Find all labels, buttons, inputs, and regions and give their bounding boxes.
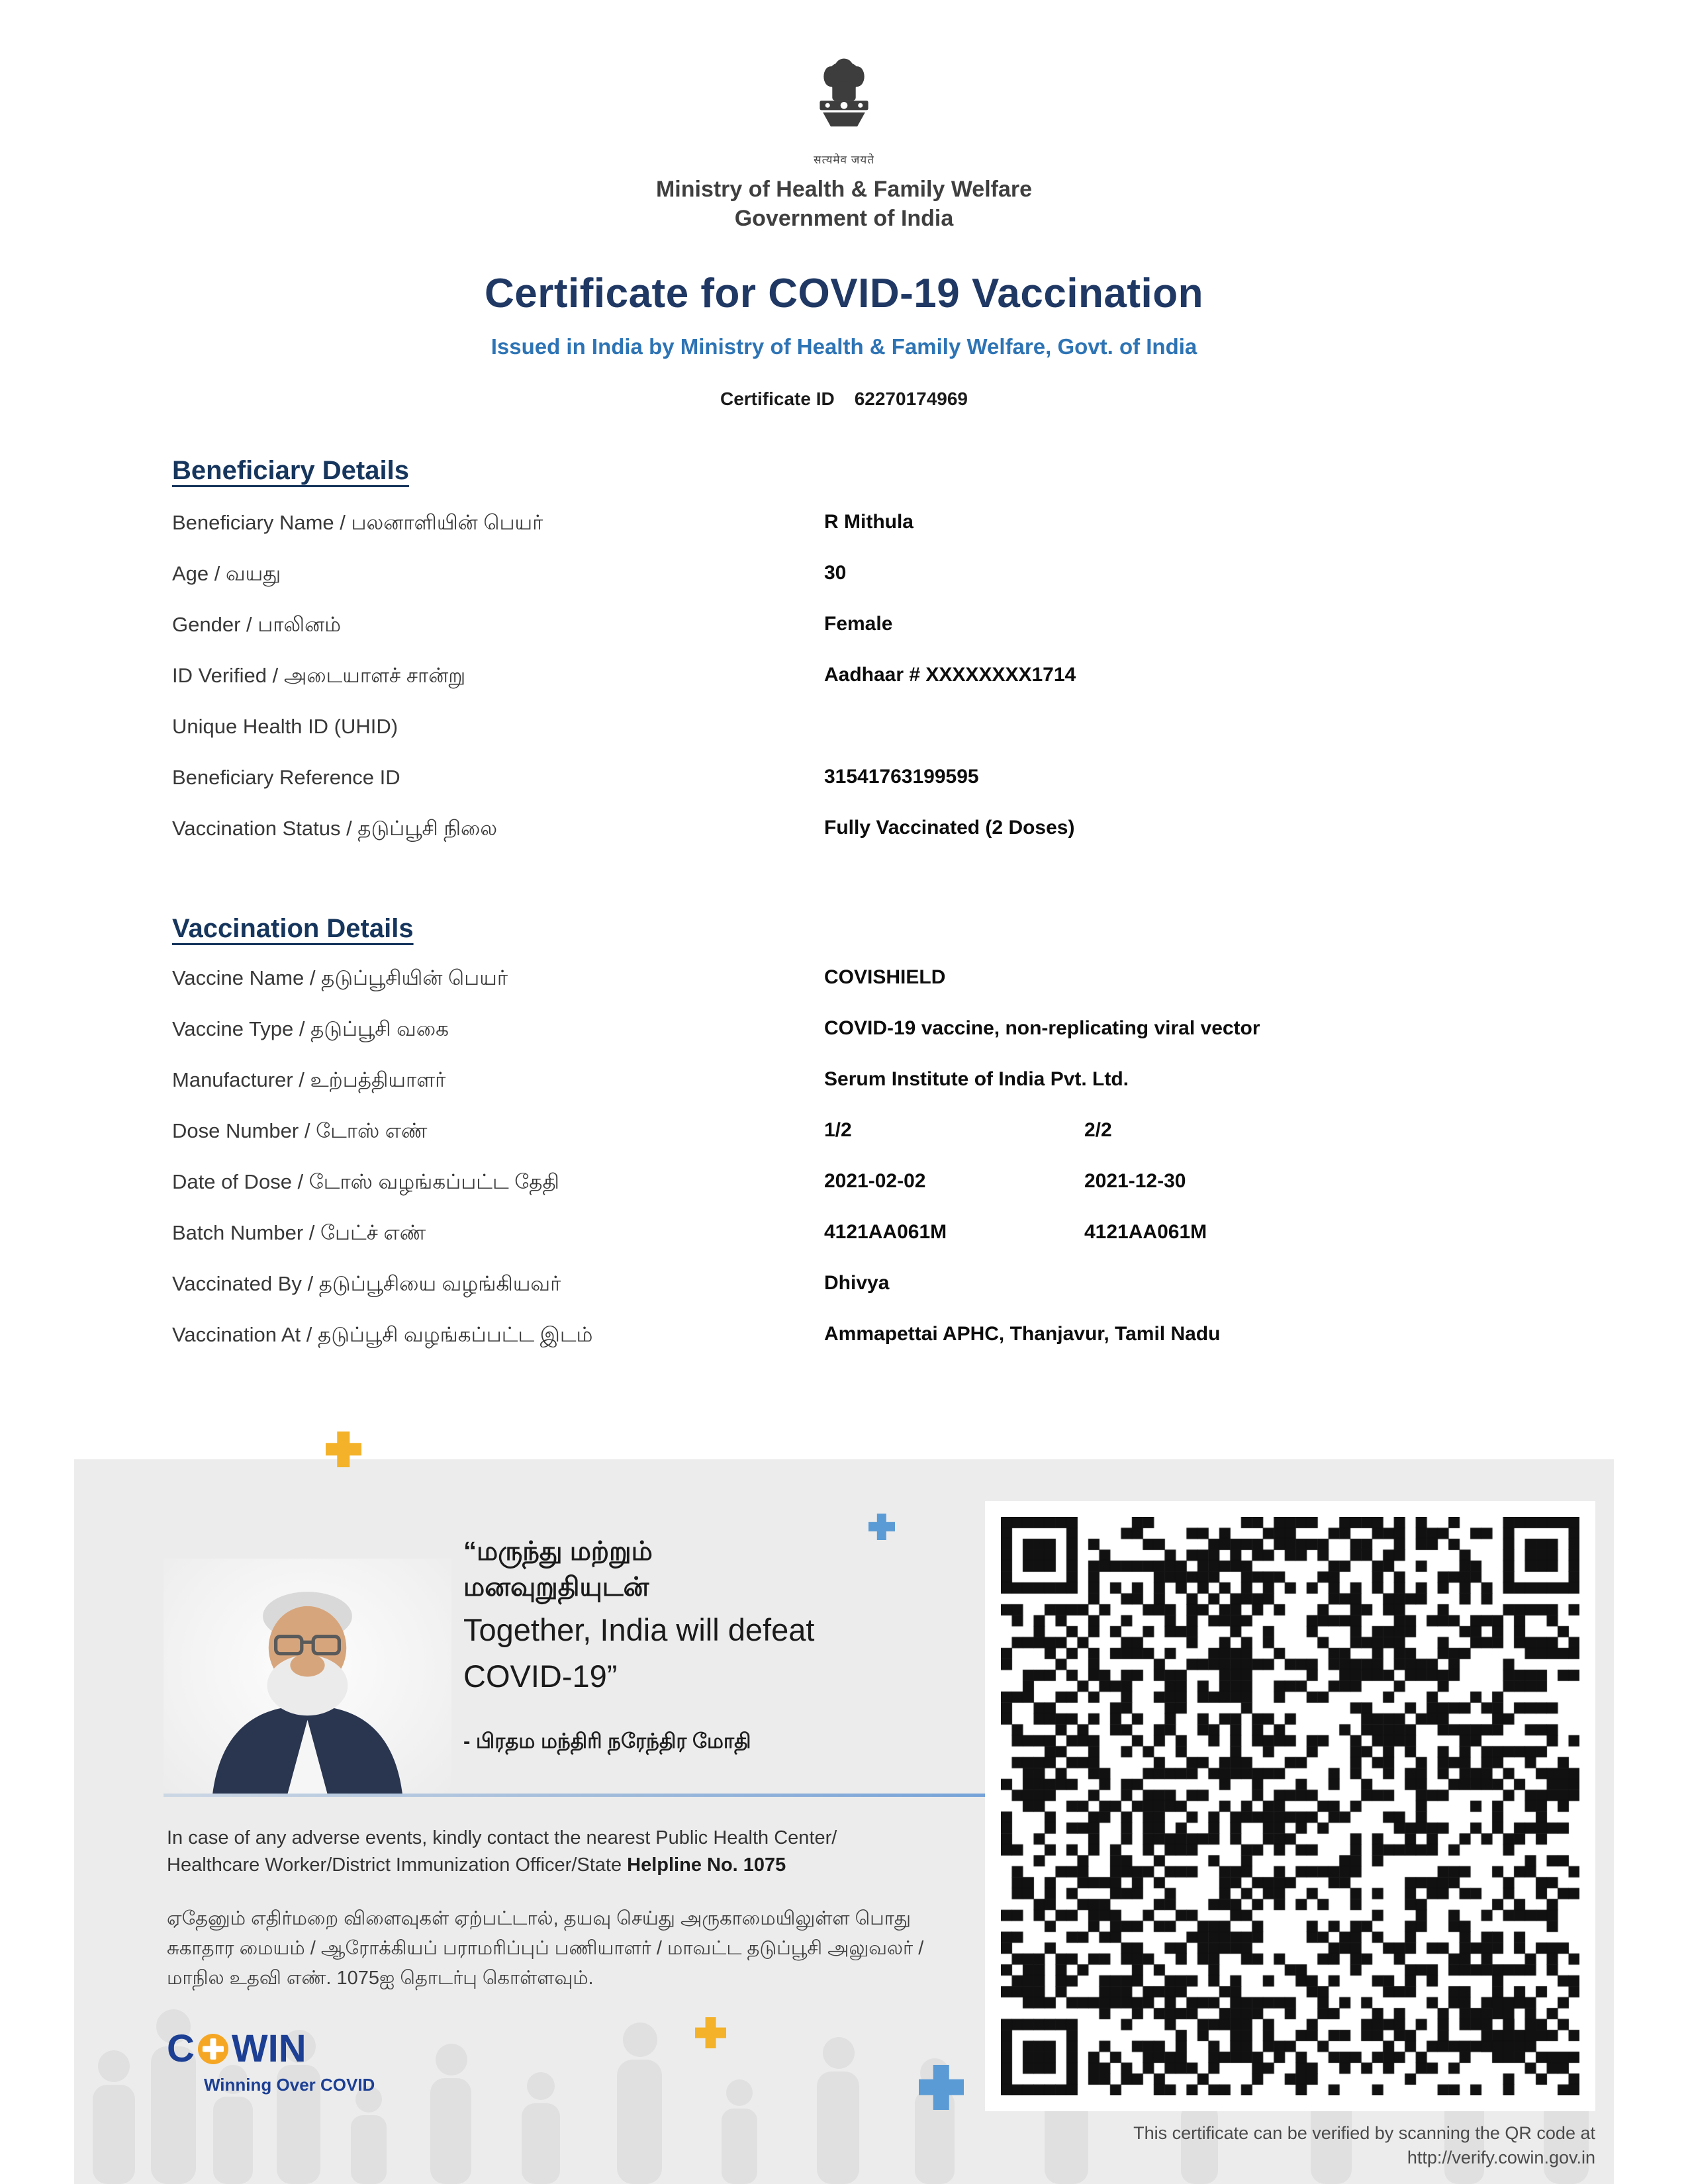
qr-caption — [985, 2121, 1595, 2170]
row-vaccine-type — [0, 1017, 1688, 1068]
field-label: Vaccine Name / தடுப்பூசியின் பெயர் — [172, 966, 508, 989]
quote-english-line-2: COVID-19” — [463, 1659, 618, 1694]
field-label: Age / வயது — [172, 562, 281, 585]
dose2-date: 2021-12-30 — [1084, 1170, 1186, 1192]
cowin-tagline: Winning Over COVID — [204, 2075, 375, 2095]
field-value: 30 — [824, 562, 847, 584]
field-label: Beneficiary Reference ID — [172, 766, 400, 789]
row-vaccine-name — [0, 966, 1688, 1017]
plus-decoration-yellow-bottom — [695, 2017, 726, 2048]
row-age — [0, 562, 1688, 613]
vaccination-details-heading: Vaccination Details — [172, 914, 414, 943]
quote-divider-line — [164, 1794, 1027, 1797]
dose1-batch: 4121AA061M — [824, 1221, 947, 1243]
pm-portrait-illustration — [164, 1559, 451, 1795]
vaccination-details-table — [0, 966, 1688, 1374]
dose1-value: 1/2 — [824, 1119, 852, 1141]
beneficiary-details-heading: Beneficiary Details — [172, 456, 409, 485]
field-value: COVID-19 vaccine, non-replicating viral vector — [824, 1017, 1260, 1039]
beneficiary-details-table — [0, 511, 1688, 868]
field-value: R Mithula — [824, 511, 914, 533]
field-value — [824, 1170, 1635, 1193]
adverse-events-notice-tamil: ஏதேனும் எதிர்மறை விளைவுகள் ஏற்பட்டால், தயவு செய்து அருகாமையிலுள்ள பொது சுகாதார மையம் / ஆரோக்கியப் பராமரிப்புப் பணியாளர் / மாவட்ட தடுப்பூசி அலுவலர் / மாநில உதவி எண். 1075ஐ தொடர்பு கொள்ளவும். — [167, 1908, 924, 1989]
pm-quote-block — [463, 1533, 993, 1756]
dose2-batch: 4121AA061M — [1084, 1221, 1207, 1243]
field-value: COVISHIELD — [824, 966, 946, 988]
field-label: Vaccine Type / தடுப்பூசி வகை — [172, 1017, 449, 1040]
dose2-value: 2/2 — [1084, 1119, 1112, 1141]
quote-english-line-1: Together, India will defeat — [463, 1612, 815, 1647]
emblem-motto: सत्यमेव जयते — [814, 154, 874, 166]
ministry-line-2: Government of India — [734, 206, 954, 231]
field-label: Date of Dose / டோஸ் வழங்கப்பட்ட தேதி — [172, 1170, 559, 1193]
row-date-of-dose — [0, 1170, 1688, 1221]
qr-caption-line-1: This certificate can be verified by scanning the QR code at — [1133, 2123, 1595, 2143]
certificate-id-line — [0, 388, 1688, 410]
certificate-id-label: Certificate ID — [720, 388, 835, 409]
adverse-events-notice-english — [167, 1825, 1008, 1879]
quote-tamil-line-2: மனவுறுதியுடன் — [463, 1572, 649, 1602]
field-label: Gender / பாலினம் — [172, 613, 342, 636]
field-label: Unique Health ID (UHID) — [172, 715, 399, 738]
field-value — [824, 1119, 1635, 1142]
row-batch-number — [0, 1221, 1688, 1272]
field-value: 31541763199595 — [824, 766, 979, 788]
ministry-heading — [0, 175, 1688, 233]
field-value: Ammapettai APHC, Thanjavur, Tamil Nadu — [824, 1323, 1221, 1345]
certificate-subtitle: Issued in India by Ministry of Health & Family Welfare, Govt. of India — [491, 334, 1197, 359]
quote-attribution: - பிரதம மந்திரி நரேந்திர மோதி — [463, 1729, 751, 1752]
field-value: Aadhaar # XXXXXXXX1714 — [824, 664, 1076, 686]
row-beneficiary-reference-id — [0, 766, 1688, 817]
field-label: Manufacturer / உற்பத்தியாளர் — [172, 1068, 446, 1091]
adverse-en-line-2: Healthcare Worker/District Immunization Officer/State — [167, 1854, 628, 1876]
ministry-line-1: Ministry of Health & Family Welfare — [655, 177, 1033, 202]
qr-caption-url: http://verify.cowin.gov.in — [1407, 2148, 1595, 2167]
field-label: ID Verified / அடையாளச் சான்று — [172, 664, 466, 687]
cowin-logo — [167, 2027, 375, 2095]
certificate-title: Certificate for COVID-19 Vaccination — [484, 271, 1204, 316]
india-emblem-icon — [805, 53, 883, 147]
dose1-date: 2021-02-02 — [824, 1170, 926, 1192]
row-id-verified — [0, 664, 1688, 715]
pm-photo — [164, 1559, 451, 1795]
plus-decoration-blue-quote — [868, 1514, 895, 1540]
helpline-number: Helpline No. 1075 — [627, 1854, 786, 1876]
field-value — [824, 715, 1635, 737]
qr-code-box — [985, 1501, 1595, 2111]
plus-decoration-yellow-top — [326, 1432, 361, 1467]
emblem-block — [0, 0, 1688, 167]
adverse-en-line-1: In case of any adverse events, kindly contact the nearest Public Health Center/ — [167, 1827, 837, 1848]
row-vaccination-status — [0, 817, 1688, 868]
row-vaccinated-by — [0, 1272, 1688, 1323]
field-label: Vaccinated By / தடுப்பூசியை வழங்கியவர் — [172, 1272, 561, 1295]
cowin-letters-win: WIN — [231, 2027, 306, 2070]
row-beneficiary-name — [0, 511, 1688, 562]
row-vaccination-at — [0, 1323, 1688, 1374]
footer-panel — [74, 1459, 1614, 2184]
row-gender — [0, 613, 1688, 664]
cowin-letter-c: C — [167, 2027, 195, 2070]
cowin-logo-row — [167, 2027, 375, 2070]
row-uhid — [0, 715, 1688, 766]
field-value: Female — [824, 613, 893, 635]
plus-decoration-blue-bottom — [919, 2065, 964, 2110]
field-label: Vaccination Status / தடுப்பூசி நிலை — [172, 817, 498, 840]
quote-tamil-line-1: “மருந்து மற்றும் — [463, 1537, 653, 1566]
certificate-id-value: 62270174969 — [854, 388, 968, 409]
row-manufacturer — [0, 1068, 1688, 1119]
field-label: Batch Number / பேட்ச் எண் — [172, 1221, 426, 1244]
field-label: Beneficiary Name / பலனாளியின் பெயர் — [172, 511, 543, 534]
field-value: Serum Institute of India Pvt. Ltd. — [824, 1068, 1129, 1090]
field-label: Dose Number / டோஸ் எண் — [172, 1119, 428, 1142]
cowin-plus-o-icon — [198, 2034, 228, 2064]
field-label: Vaccination At / தடுப்பூசி வழங்கப்பட்ட இடம் — [172, 1323, 593, 1346]
qr-code — [1001, 1517, 1579, 2095]
field-value: Dhivya — [824, 1272, 890, 1294]
row-dose-number — [0, 1119, 1688, 1170]
field-value: Fully Vaccinated (2 Doses) — [824, 817, 1075, 839]
field-value — [824, 1221, 1635, 1244]
